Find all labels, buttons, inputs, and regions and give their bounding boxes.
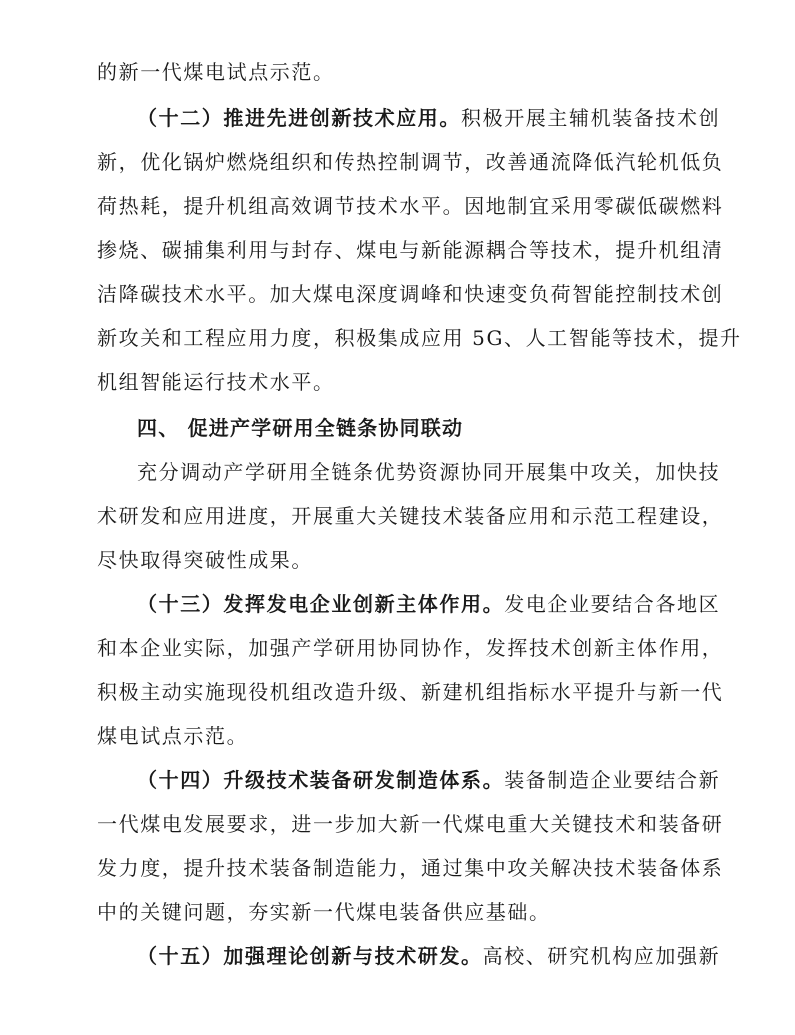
text-line: 和本企业实际，加强产学研用协同协作，发挥技术创新主体作用，: [97, 636, 724, 660]
paragraph-15-title: （十五）加强理论创新与技术研发。: [137, 944, 483, 968]
text-line: 的新一代煤电试点示范。: [97, 60, 335, 84]
text-line: 洁降碳技术水平。加大煤电深度调峰和快速变负荷智能控制技术创: [97, 282, 724, 306]
text-line: 煤电试点示范。: [97, 724, 249, 748]
text-line: 中的关键问题，夯实新一代煤电装备供应基础。: [97, 900, 551, 924]
text-span: 发电企业要结合各地区: [504, 592, 721, 616]
text-line: 掺烧、碳捕集利用与封存、煤电与新能源耦合等技术，提升机组清: [97, 238, 724, 262]
paragraph-12-first-line: [137, 104, 720, 132]
text-line: 积极主动实施现役机组改造升级、新建机组指标水平提升与新一代: [97, 680, 724, 704]
text-line: 一代煤电发展要求，进一步加大新一代煤电重大关键技术和装备研: [97, 812, 724, 836]
text-line: 尽快取得突破性成果。: [97, 548, 313, 572]
paragraph-14-title: （十四）升级技术装备研发制造体系。: [137, 768, 505, 792]
text-line: 新攻关和工程应用力度，积极集成应用 5G、人工智能等技术，提升: [97, 326, 742, 350]
section-4-heading: 四、 促进产学研用全链条协同联动: [137, 416, 464, 440]
text-line: 充分调动产学研用全链条优势资源协同开展集中攻关，加快技: [137, 460, 721, 484]
text-line: 术研发和应用进度，开展重大关键技术装备应用和示范工程建设，: [97, 504, 724, 528]
text-span: 高校、研究机构应加强新: [482, 944, 721, 968]
paragraph-14-first-line: [137, 766, 720, 794]
text-line: 荷热耗，提升机组高效调节技术水平。因地制宜采用零碳低碳燃料: [97, 194, 724, 218]
text-line: 机组智能运行技术水平。: [97, 370, 335, 394]
text-line: 新，优化锅炉燃烧组织和传热控制调节，改善通流降低汽轮机低负: [97, 150, 724, 174]
text-span: 装备制造企业要结合新: [504, 768, 721, 792]
paragraph-12-title: （十二）推进先进创新技术应用。: [137, 106, 461, 130]
paragraph-15-first-line: [137, 942, 720, 970]
text-span: 积极开展主辅机装备技术创: [461, 106, 721, 130]
text-line: 发力度，提升技术装备制造能力，通过集中攻关解决技术装备体系: [97, 856, 724, 880]
paragraph-13-first-line: [137, 590, 720, 618]
paragraph-13-title: （十三）发挥发电企业创新主体作用。: [137, 592, 505, 616]
